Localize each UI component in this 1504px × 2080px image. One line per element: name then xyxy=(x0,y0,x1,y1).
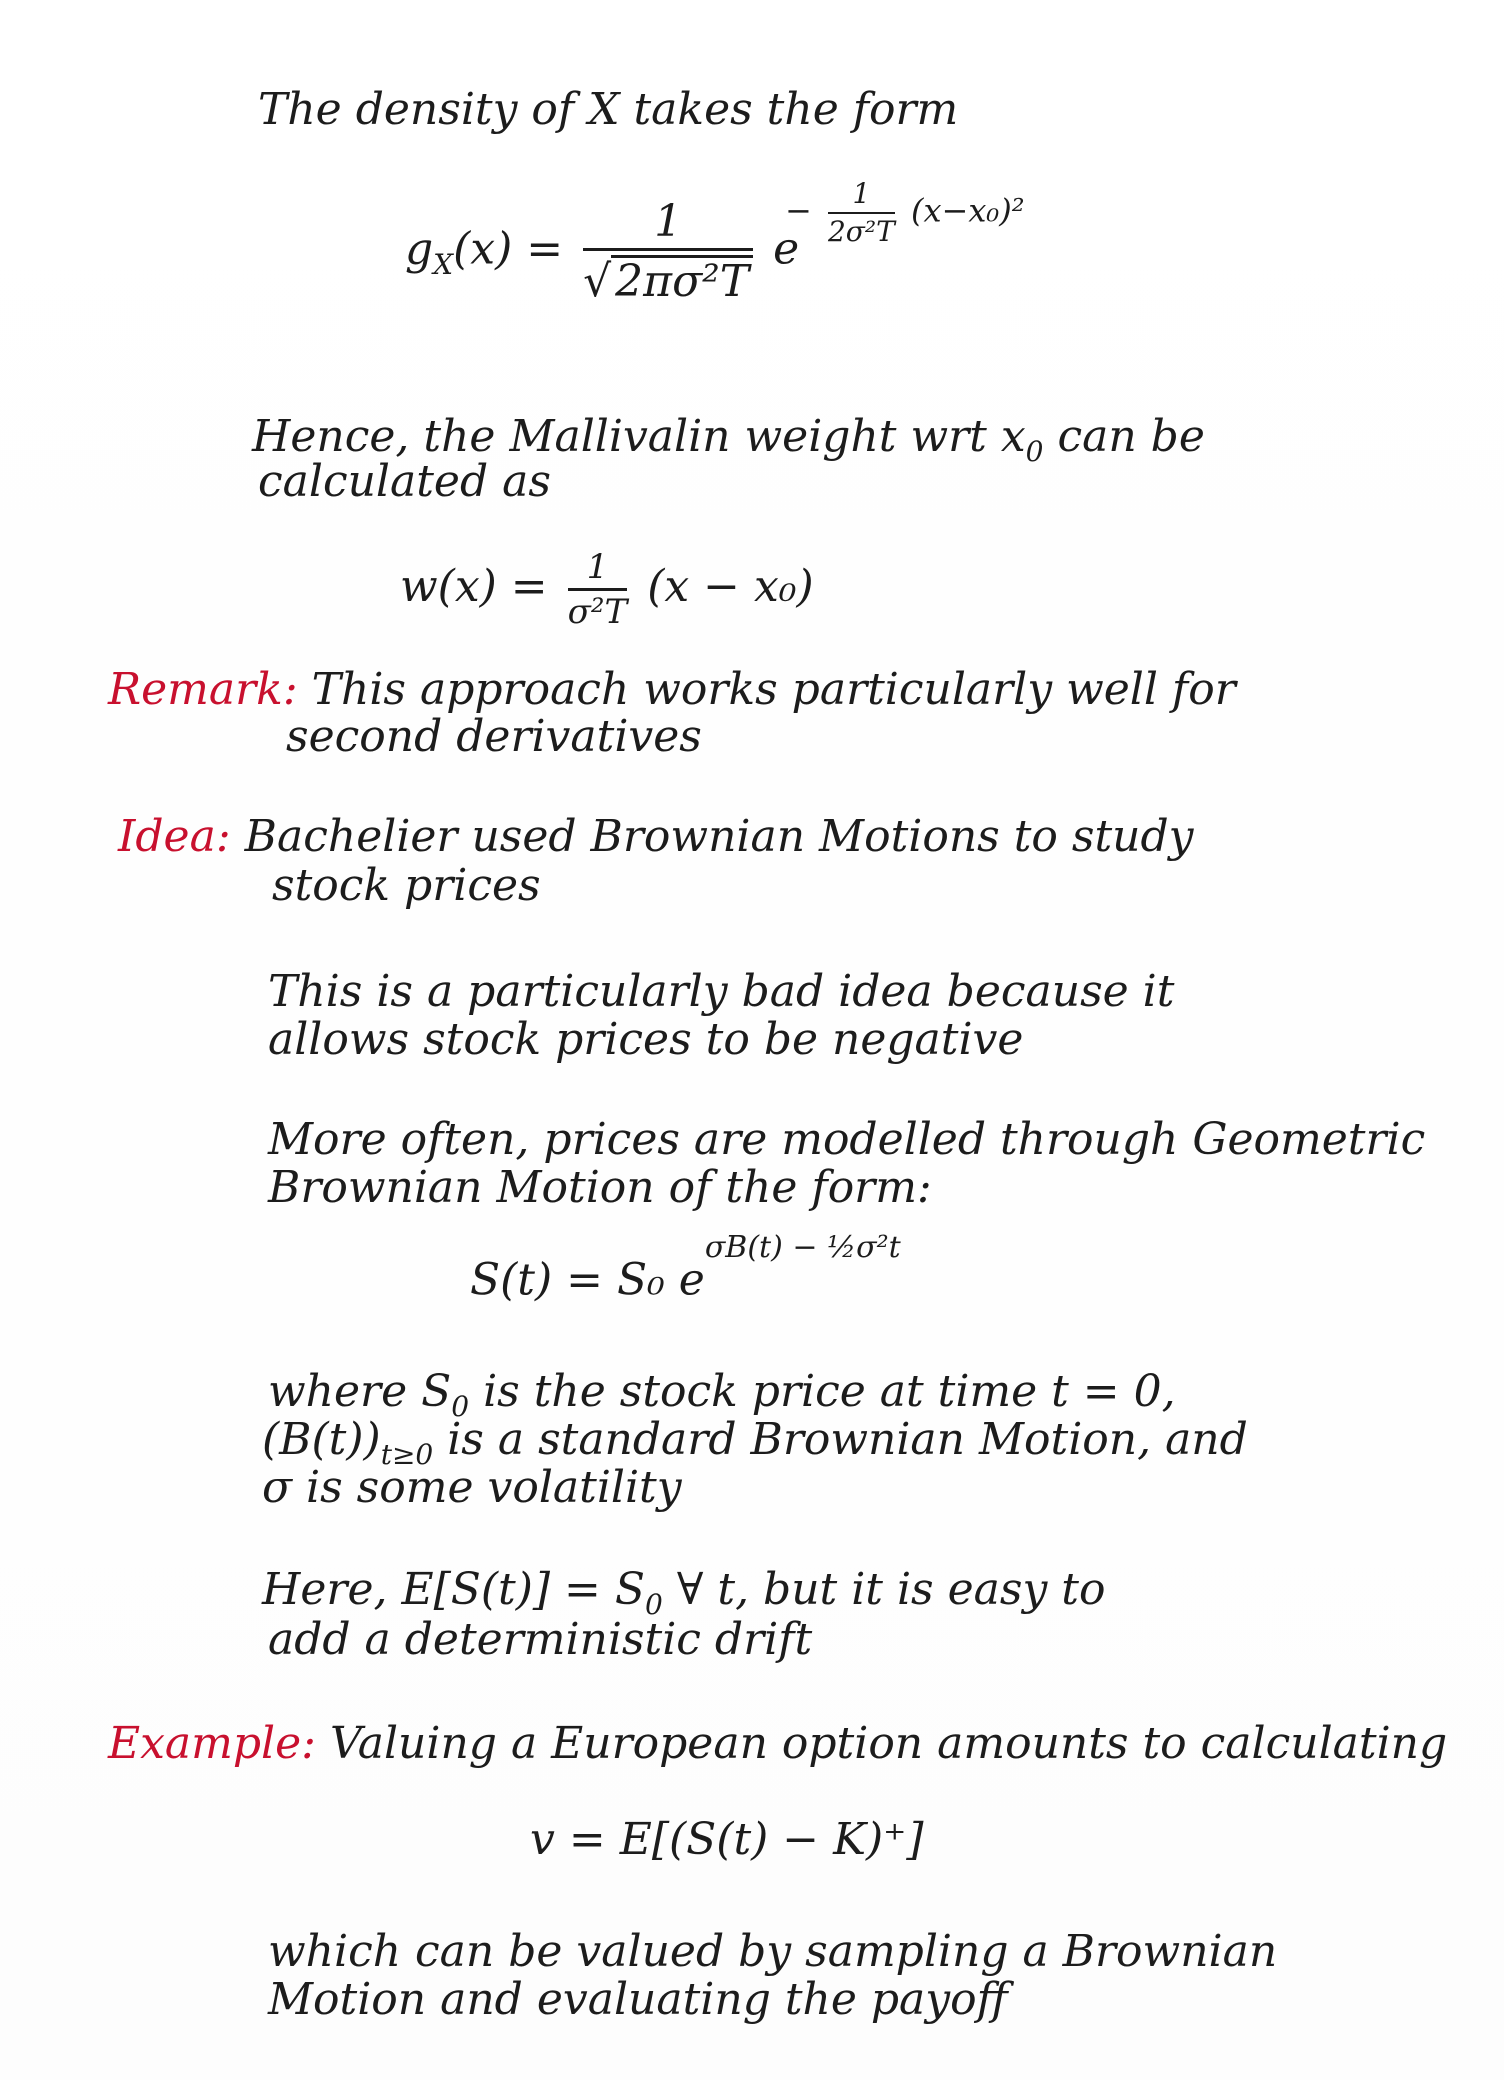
text-line-density-intro xyxy=(258,84,959,135)
text-which-2: Motion and evaluating the payoff xyxy=(268,1974,1008,2025)
formula-s-exponent: σB(t) − ½σ²t xyxy=(704,1230,901,1265)
text-line-here-1 xyxy=(262,1564,1106,1621)
formula-exp-tail: (x−x₀)² xyxy=(910,191,1025,230)
text-here-1-sub: 0 xyxy=(645,1588,663,1621)
formula-density-exponent xyxy=(785,177,1025,248)
formula-w-rhs: (x − x₀) xyxy=(647,561,814,612)
formula-exp-denominator: 2σ²T xyxy=(827,215,895,248)
formula-exp-fraction xyxy=(827,177,895,248)
formula-density-numerator: 1 xyxy=(583,200,753,251)
text-hence-b: can be xyxy=(1043,411,1205,462)
text-often-1: More often, prices are modelled through Geometric xyxy=(268,1114,1426,1165)
example-label: Example: xyxy=(108,1718,316,1769)
formula-g-sub: X xyxy=(433,247,454,281)
text-where-1a: where S xyxy=(268,1366,452,1417)
text-hence-sub: 0 xyxy=(1025,435,1044,468)
formula-w-denominator: σ²T xyxy=(567,592,628,632)
text-calculated-as: calculated as xyxy=(258,456,551,507)
text-line-often-1 xyxy=(268,1114,1426,1165)
text-line-bad-1 xyxy=(268,966,1175,1017)
text-density-intro: The density of X takes the form xyxy=(258,84,959,135)
formula-w-lhs: w(x) = xyxy=(400,561,548,612)
text-bad-2: allows stock prices to be negative xyxy=(268,1014,1024,1065)
text-where-1-sub: 0 xyxy=(451,1390,470,1423)
text-line-bad-2 xyxy=(268,1014,1024,1065)
text-idea-2: stock prices xyxy=(272,860,541,911)
formula-s-lhs: S(t) = S₀ e xyxy=(470,1254,705,1306)
text-line-here-2 xyxy=(268,1614,813,1665)
text-line-where-2 xyxy=(262,1414,1248,1471)
text-line-idea-1 xyxy=(118,811,1194,862)
text-here-2: add a deterministic drift xyxy=(268,1614,813,1665)
text-often-2: Brownian Motion of the form: xyxy=(268,1162,932,1213)
formula-w-fraction xyxy=(567,547,628,632)
text-example-1: Valuing a European option amounts to calculating xyxy=(330,1718,1448,1769)
text-idea-1: Bachelier used Brownian Motions to study xyxy=(244,811,1194,862)
text-line-where-1 xyxy=(268,1366,1176,1423)
formula-g-arg: (x) = xyxy=(453,223,564,275)
text-line-calculated xyxy=(258,456,551,507)
formula-exp-numerator: 1 xyxy=(828,180,895,214)
formula-density-fraction xyxy=(583,196,753,307)
formula-v: v = E[(S(t) − K)⁺] xyxy=(530,1814,924,1865)
remark-label: Remark: xyxy=(108,664,298,715)
formula-e: e xyxy=(773,223,800,275)
idea-label: Idea: xyxy=(118,811,231,862)
text-bad-1: This is a particularly bad idea because it xyxy=(268,966,1175,1017)
text-where-2b: is a standard Brownian Motion, and xyxy=(433,1414,1248,1465)
text-line-where-3 xyxy=(262,1462,682,1513)
text-line-which-2 xyxy=(268,1974,1008,2025)
text-where-1b: is the stock price at time t = 0, xyxy=(469,1366,1176,1417)
text-line-hence xyxy=(252,411,1205,468)
text-line-idea-2 xyxy=(272,860,541,911)
text-remark-2: second derivatives xyxy=(286,711,702,762)
text-line-remark-2 xyxy=(286,711,702,762)
formula-w-numerator: 1 xyxy=(568,550,628,591)
formula-density xyxy=(405,196,800,307)
text-line-example-1 xyxy=(108,1718,1448,1769)
text-where-2a: (B(t)) xyxy=(262,1414,381,1465)
formula-option-value xyxy=(530,1814,924,1865)
text-hence-a: Hence, the Mallivalin weight wrt x xyxy=(252,411,1026,462)
text-line-often-2 xyxy=(268,1162,932,1213)
text-where-3: σ is some volatility xyxy=(262,1462,682,1513)
text-line-which-1 xyxy=(268,1926,1278,1977)
formula-exp-minus: − xyxy=(785,191,812,230)
text-line-remark-1 xyxy=(108,664,1236,715)
formula-density-sqrt: 2πσ²T xyxy=(611,255,753,304)
text-which-1: which can be valued by sampling a Brownian xyxy=(268,1926,1278,1977)
formula-weight xyxy=(400,547,814,632)
text-remark-1: This approach works particularly well for xyxy=(311,664,1236,715)
formula-density-denominator: √2πσ²T xyxy=(583,251,753,304)
text-here-1b: ∀ t, but it is easy to xyxy=(662,1564,1106,1615)
text-here-1a: Here, E[S(t)] = S xyxy=(262,1564,646,1615)
text-where-2-sub: t≥0 xyxy=(380,1438,434,1471)
formula-g: g xyxy=(405,223,434,275)
